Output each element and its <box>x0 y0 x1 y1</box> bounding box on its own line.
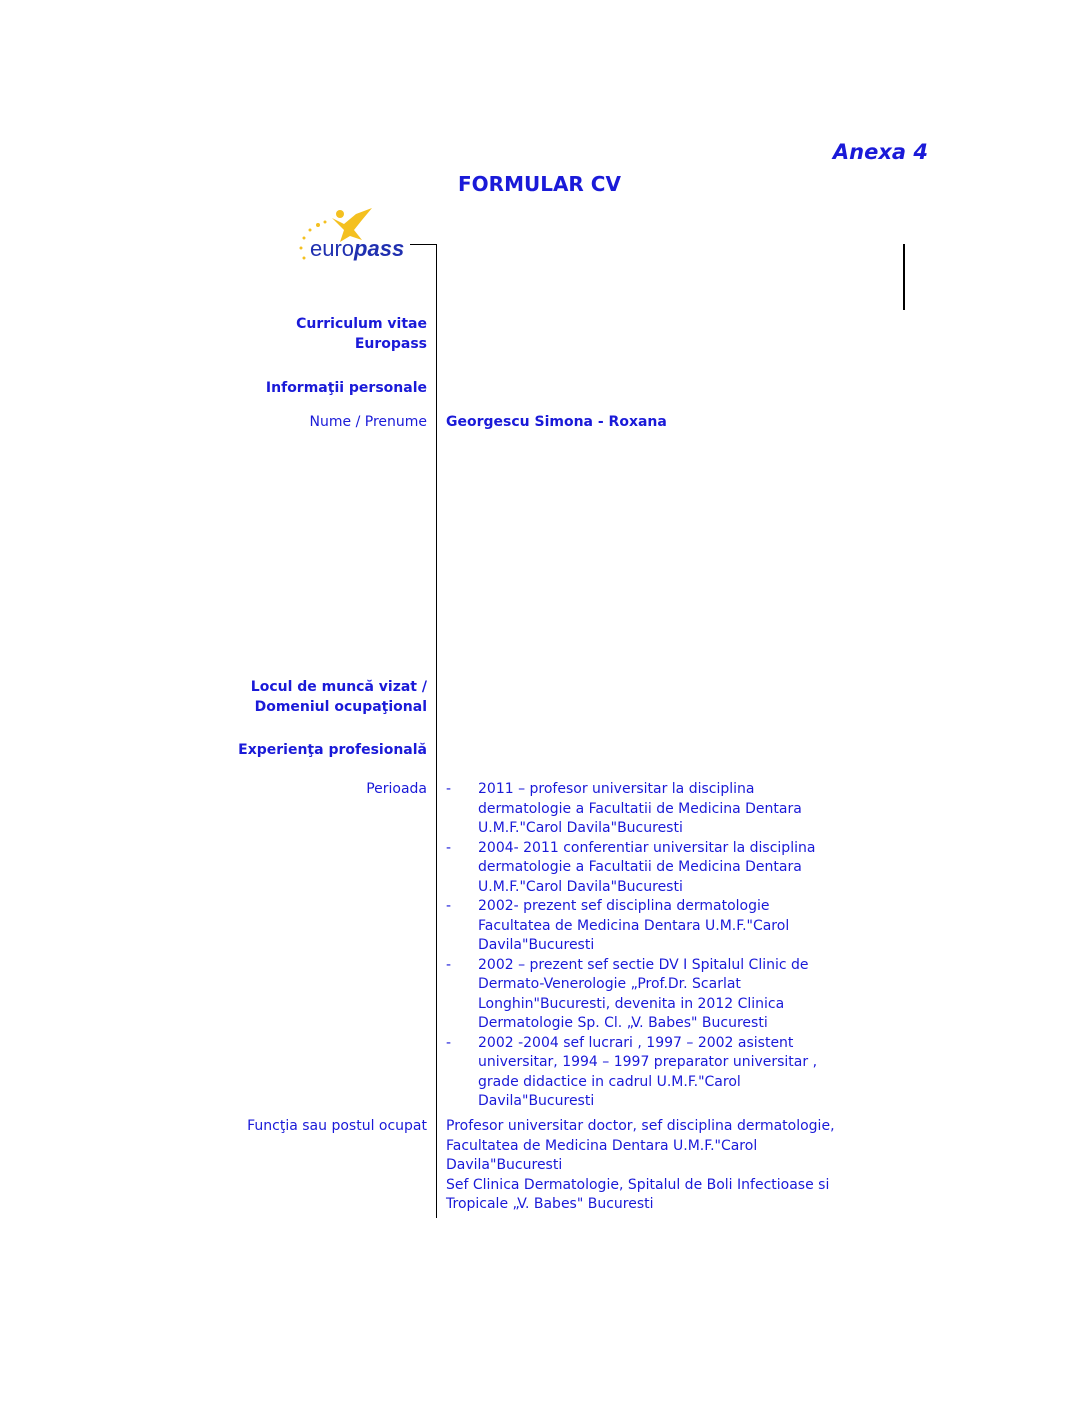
period-line: Davila"Bucuresti <box>478 1093 595 1109</box>
period-line: dermatologie a Facultatii de Medicina Dentara <box>478 800 802 817</box>
bullet-dash: - <box>446 781 452 797</box>
page-title: FORMULAR CV <box>458 172 621 196</box>
period-line: Davila"Bucuresti <box>478 937 595 953</box>
photo-frame-edge <box>903 244 905 310</box>
position-line: Profesor universitar doctor, sef disciplina dermatologie, <box>446 1118 835 1134</box>
experience-heading: Experienţa profesională <box>238 742 427 758</box>
period-line: dermatologie a Facultatii de Medicina Dentara <box>478 859 802 875</box>
period-item <box>446 780 817 839</box>
position-line: Tropicale „V. Babes" Bucuresti <box>446 1196 654 1212</box>
period-item <box>446 1034 817 1112</box>
period-line: Longhin"Bucuresti, devenita in 2012 Clinica <box>478 995 785 1012</box>
period-line: 2002 – prezent sef sectie DV I Spitalul Clinic de <box>478 956 809 973</box>
logo-text-bold: pass <box>354 236 405 261</box>
period-line: 2002 -2004 sef lucrari , 1997 – 2002 asistent <box>478 1034 794 1051</box>
period-item <box>446 839 817 898</box>
period-line: grade didactice in cadrul U.M.F."Carol <box>478 1073 741 1090</box>
position-line: Davila"Bucuresti <box>446 1157 563 1173</box>
period-line: Dermatologie Sp. Cl. „V. Babes" Bucuresti <box>478 1015 768 1031</box>
header-rule <box>410 244 437 245</box>
period-item <box>446 956 817 1034</box>
job-target-heading <box>251 677 427 717</box>
period-line: universitar, 1994 – 1997 preparator universitar , <box>478 1054 818 1070</box>
period-list <box>446 780 817 1112</box>
period-item <box>446 897 817 956</box>
bullet-dash: - <box>446 956 452 973</box>
cv-heading <box>296 314 427 354</box>
position-line: Sef Clinica Dermatologie, Spitalul de Boli Infectioase si <box>446 1176 830 1193</box>
period-line: U.M.F."Carol Davila"Bucuresti <box>478 820 683 836</box>
name-label: Nume / Prenume <box>309 414 427 430</box>
period-line: 2002- prezent sef disciplina dermatologie <box>478 898 770 914</box>
logo-text-light: euro <box>310 236 355 261</box>
period-line: Dermato-Venerologie „Prof.Dr. Scarlat <box>478 976 741 992</box>
bullet-dash: - <box>446 1034 452 1051</box>
europass-logo <box>292 200 412 272</box>
period-line: Facultatea de Medicina Dentara U.M.F."Carol <box>478 917 790 934</box>
name-value: Georgescu Simona - Roxana <box>446 414 667 430</box>
period-line: U.M.F."Carol Davila"Bucuresti <box>478 878 683 895</box>
job-target-line: Locul de muncă vizat / <box>250 679 427 695</box>
position-line: Facultatea de Medicina Dentara U.M.F."Carol <box>446 1137 758 1154</box>
bullet-dash: - <box>446 898 452 914</box>
personal-info-heading: Informaţii personale <box>265 380 427 396</box>
column-divider <box>436 244 437 1218</box>
cv-heading-line: Curriculum vitae <box>296 316 427 332</box>
position-label: Funcţia sau postul ocupat <box>247 1118 427 1134</box>
cv-heading-line: Europass <box>354 336 427 352</box>
position-value <box>446 1117 835 1215</box>
period-label: Perioada <box>366 781 427 797</box>
period-line: 2011 – profesor universitar la disciplina <box>478 781 755 797</box>
bullet-dash: - <box>446 839 452 856</box>
job-target-line: Domeniul ocupaţional <box>254 699 427 715</box>
period-line: 2004- 2011 conferentiar universitar la disciplina <box>478 839 816 856</box>
annex-label: Anexa 4 <box>832 140 928 164</box>
